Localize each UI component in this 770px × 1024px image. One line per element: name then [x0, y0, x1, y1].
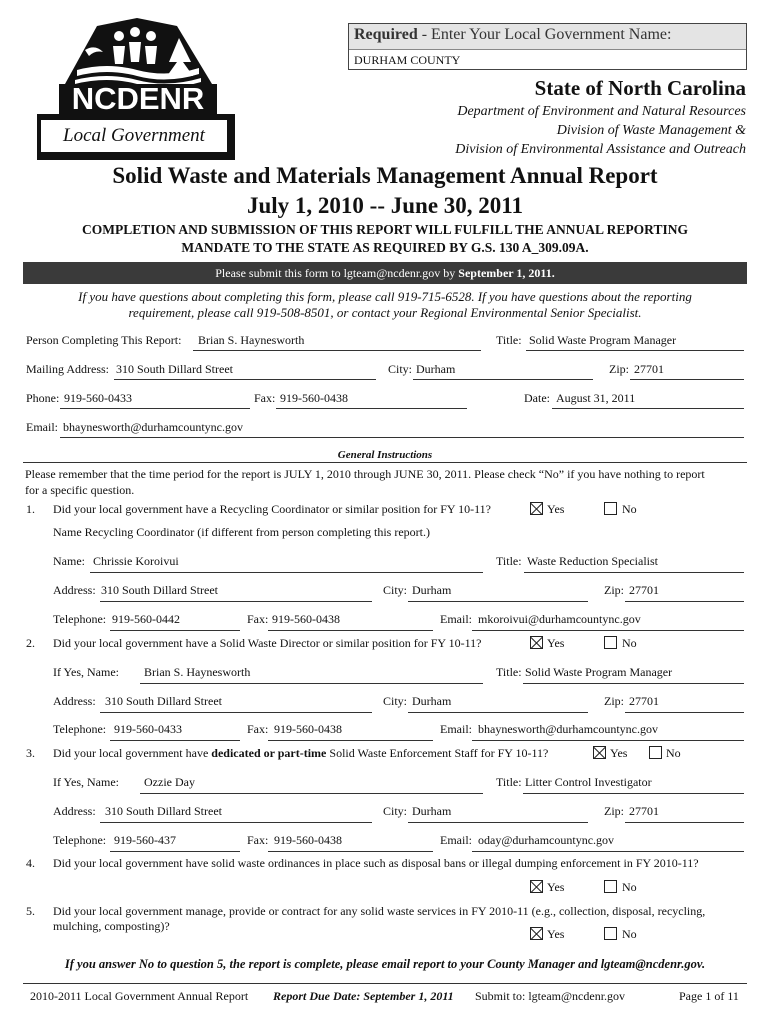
email-value: bhaynesworth@durhamcountync.gov [63, 420, 244, 434]
q3-telephone-field[interactable] [110, 851, 240, 852]
q2-title-field[interactable] [523, 683, 744, 684]
required-instruction: - Enter Your Local Government Name: [417, 26, 672, 43]
q2-telephone-value: 919-560-0433 [114, 722, 182, 736]
q3-zip-field[interactable] [625, 822, 744, 823]
q1-name-field[interactable] [90, 572, 483, 573]
final-note: If you answer No to question 5, the report is complete, please email report to your County Manager and lgteam@ncdenr.gov. [64, 957, 706, 971]
q1-email-value: mkoroivui@durhamcountync.gov [478, 612, 641, 626]
department-line-2: Division of Waste Management & [556, 123, 746, 138]
q4-no-checkbox[interactable] [604, 880, 617, 893]
city-label: City: [388, 362, 413, 376]
city-value: Durham [416, 362, 456, 376]
q3-yes-label: Yes [610, 746, 628, 760]
q1-yes-checkbox[interactable] [530, 502, 543, 515]
person-label: Person Completing This Report: [26, 333, 182, 347]
q1-name-value: Chrissie Koroivui [93, 554, 179, 568]
zip-label: Zip: [609, 362, 629, 376]
q2-telephone-label: Telephone: [53, 722, 107, 736]
logo-subtitle: Local Government [63, 125, 205, 146]
q3-email-value: oday@durhamcountync.gov [478, 833, 615, 847]
questions-note-line-1: If you have questions about completing this form, please call 919-715-6528. If you have questions about the reporting [78, 289, 692, 304]
date-field[interactable] [552, 408, 744, 409]
q2-address-label: Address: [53, 694, 96, 708]
general-instructions-line-2: for a specific question. [25, 483, 135, 497]
q1-email-label: Email: [440, 612, 472, 626]
q3-title-value: Litter Control Investigator [525, 775, 652, 789]
email-field[interactable] [60, 437, 744, 438]
q3-email-label: Email: [440, 833, 472, 847]
q1-fax-label: Fax: [247, 612, 269, 626]
q2-email-field[interactable] [472, 740, 744, 741]
q3-email-field[interactable] [472, 851, 744, 852]
report-title: Solid Waste and Materials Management Annual Report [112, 163, 658, 188]
q5-yes-checkbox[interactable] [530, 927, 543, 940]
q1-address-value: 310 South Dillard Street [101, 583, 218, 597]
banner-text: Please submit this form to lgteam@ncdenr.gov by [215, 266, 459, 280]
question-4-number: 4. [26, 856, 35, 870]
q5-no-checkbox[interactable] [604, 927, 617, 940]
q3-city-field[interactable] [408, 822, 588, 823]
q3-yes-checkbox[interactable] [593, 746, 606, 759]
question-2-number: 2. [26, 636, 35, 650]
q1-email-field[interactable] [472, 630, 744, 631]
question-3-number: 3. [26, 746, 35, 760]
q3-telephone-value: 919-560-437 [114, 833, 176, 847]
q2-name-value: Brian S. Haynesworth [144, 665, 251, 679]
q1-title-value: Waste Reduction Specialist [527, 554, 659, 568]
question-1-text: Did your local government have a Recycling Coordinator or similar position for FY 10-11? [53, 502, 492, 516]
q1-title-label: Title: [496, 554, 522, 568]
q1-no-checkbox[interactable] [604, 502, 617, 515]
q3-title-label: Title: [496, 775, 522, 789]
q2-fax-value: 919-560-0438 [274, 722, 342, 736]
footer-report-name: 2010-2011 Local Government Annual Report [30, 989, 249, 1003]
q1-yes-label: Yes [547, 502, 565, 516]
mailing-field[interactable] [114, 379, 376, 380]
q2-name-label: If Yes, Name: [53, 665, 119, 679]
phone-value: 919-560-0433 [64, 391, 132, 405]
q1-city-label: City: [383, 583, 408, 597]
required-label [354, 26, 671, 44]
q1-fax-field[interactable] [268, 630, 433, 631]
q1-fax-value: 919-560-0438 [272, 612, 340, 626]
q2-address-value: 310 South Dillard Street [105, 694, 222, 708]
questions-note-line-2: requirement, please call 919-508-8501, or contact your Regional Environmental Senior Specialist. [128, 305, 642, 320]
date-label: Date: [524, 391, 550, 405]
footer-submit-to: Submit to: lgteam@ncdenr.gov [475, 989, 626, 1003]
q1-telephone-value: 919-560-0442 [112, 612, 180, 626]
q3-no-label: No [666, 746, 681, 760]
q1-address-label: Address: [53, 583, 96, 597]
question-5-text-line-2: mulching, composting)? [53, 919, 170, 933]
q1-no-label: No [622, 502, 637, 516]
q2-telephone-field[interactable] [110, 740, 240, 741]
q3-telephone-label: Telephone: [53, 833, 107, 847]
q3-address-field[interactable] [100, 822, 372, 823]
question-4-text: Did your local government have solid waste ordinances in place such as disposal bans or illegal dumping enforcement in FY 2010-11? [53, 856, 699, 870]
q2-no-label: No [622, 636, 637, 650]
question-3-text [53, 746, 548, 761]
report-period: July 1, 2010 -- June 30, 2011 [246, 193, 524, 218]
logo-brand-text: NCDENR [71, 81, 205, 116]
mandate-line-2: MANDATE TO THE STATE AS REQUIRED BY G.S. 130 A_309.09A. [181, 240, 589, 255]
q2-email-label: Email: [440, 722, 472, 736]
government-name-field[interactable] [349, 49, 746, 69]
q2-no-checkbox[interactable] [604, 636, 617, 649]
q2-zip-field[interactable] [625, 712, 744, 713]
general-instructions-line-1: Please remember that the time period for the report is JULY 1, 2010 through JUNE 30, 2011. Please check “No” if you have nothing to report [25, 467, 705, 481]
q3-address-value: 310 South Dillard Street [105, 804, 222, 818]
q3-name-value: Ozzie Day [144, 775, 195, 789]
q3-name-label: If Yes, Name: [53, 775, 119, 789]
q3-fax-value: 919-560-0438 [274, 833, 342, 847]
q2-fax-field[interactable] [268, 740, 433, 741]
date-value: August 31, 2011 [556, 391, 636, 405]
q1-telephone-field[interactable] [110, 630, 240, 631]
q1-zip-field[interactable] [625, 601, 744, 602]
q5-yes-label: Yes [547, 927, 565, 941]
q3-city-value: Durham [412, 804, 452, 818]
footer-divider [23, 983, 747, 984]
q2-zip-label: Zip: [604, 694, 624, 708]
q2-city-field[interactable] [408, 712, 588, 713]
q5-no-label: No [622, 927, 637, 941]
q2-title-label: Title: [496, 665, 522, 679]
q2-zip-value: 27701 [629, 694, 659, 708]
q2-yes-label: Yes [547, 636, 565, 650]
q1-zip-label: Zip: [604, 583, 624, 597]
q3-text-a: Did your local government have [53, 746, 212, 760]
required-word: Required [354, 26, 418, 43]
q1-address-field[interactable] [100, 601, 372, 602]
person-value: Brian S. Haynesworth [198, 333, 305, 347]
question-1-number: 1. [26, 502, 35, 516]
department-line-1: Department of Environment and Natural Resources [457, 104, 746, 119]
footer-due-date: Report Due Date: September 1, 2011 [273, 989, 454, 1003]
email-label: Email: [26, 420, 58, 434]
q4-yes-checkbox[interactable] [530, 880, 543, 893]
phone-label: Phone: [26, 391, 60, 405]
footer-page-number: Page 1 of 11 [679, 989, 739, 1003]
q3-no-checkbox[interactable] [649, 746, 662, 759]
title-value: Solid Waste Program Manager [529, 333, 677, 347]
banner-deadline: September 1, 2011. [458, 266, 555, 280]
q1-title-field[interactable] [524, 572, 744, 573]
department-line-3: Division of Environmental Assistance and Outreach [455, 142, 746, 157]
q2-address-field[interactable] [100, 712, 372, 713]
q3-text-bold: dedicated or part-time [211, 746, 327, 760]
title-field[interactable] [526, 350, 744, 351]
fax-label: Fax: [254, 391, 276, 405]
q1-telephone-label: Telephone: [53, 612, 107, 626]
q3-city-label: City: [383, 804, 408, 818]
q2-name-field[interactable] [140, 683, 483, 684]
q3-zip-label: Zip: [604, 804, 624, 818]
government-name-box [348, 23, 747, 70]
q2-city-value: Durham [412, 694, 452, 708]
zip-value: 27701 [634, 362, 664, 376]
mailing-label: Mailing Address: [26, 362, 109, 376]
q3-text-c: Solid Waste Enforcement Staff for FY 10-11? [326, 746, 549, 760]
q3-title-field[interactable] [523, 793, 744, 794]
q1-subtext: Name Recycling Coordinator (if different from person completing this report.) [53, 525, 431, 539]
submission-banner [23, 262, 747, 284]
q1-zip-value: 27701 [629, 583, 659, 597]
q4-no-label: No [622, 880, 637, 894]
city-field[interactable] [413, 379, 593, 380]
government-name-value: DURHAM COUNTY [354, 53, 461, 67]
question-5-text-line-1: Did your local government manage, provide or contract for any solid waste services in FY 2010-11 (e.g., collection, disposal, recycling, [53, 904, 706, 918]
q3-name-field[interactable] [140, 793, 483, 794]
state-title: State of North Carolina [534, 76, 746, 100]
zip-field[interactable] [630, 379, 744, 380]
q3-fax-field[interactable] [268, 851, 433, 852]
q2-city-label: City: [383, 694, 408, 708]
question-5-number: 5. [26, 904, 35, 918]
q3-fax-label: Fax: [247, 833, 269, 847]
title-label: Title: [496, 333, 522, 347]
q1-city-value: Durham [412, 583, 452, 597]
q2-email-value: bhaynesworth@durhamcountync.gov [478, 722, 659, 736]
q2-title-value: Solid Waste Program Manager [525, 665, 673, 679]
general-instructions-heading: General Instructions [337, 449, 433, 461]
fax-field[interactable] [276, 408, 467, 409]
general-divider [23, 462, 747, 463]
q3-zip-value: 27701 [629, 804, 659, 818]
phone-field[interactable] [60, 408, 250, 409]
mandate-line-1: COMPLETION AND SUBMISSION OF THIS REPORT WILL FULFILL THE ANNUAL REPORTING [82, 222, 688, 237]
person-field[interactable] [193, 350, 481, 351]
q2-yes-checkbox[interactable] [530, 636, 543, 649]
ncdenr-logo [37, 16, 235, 160]
q1-city-field[interactable] [408, 601, 588, 602]
q2-fax-label: Fax: [247, 722, 269, 736]
q3-address-label: Address: [53, 804, 96, 818]
q1-name-label: Name: [53, 554, 85, 568]
q4-yes-label: Yes [547, 880, 565, 894]
mailing-value: 310 South Dillard Street [116, 362, 233, 376]
question-2-text: Did your local government have a Solid Waste Director or similar position for FY 10-11? [53, 636, 482, 650]
fax-value: 919-560-0438 [280, 391, 348, 405]
